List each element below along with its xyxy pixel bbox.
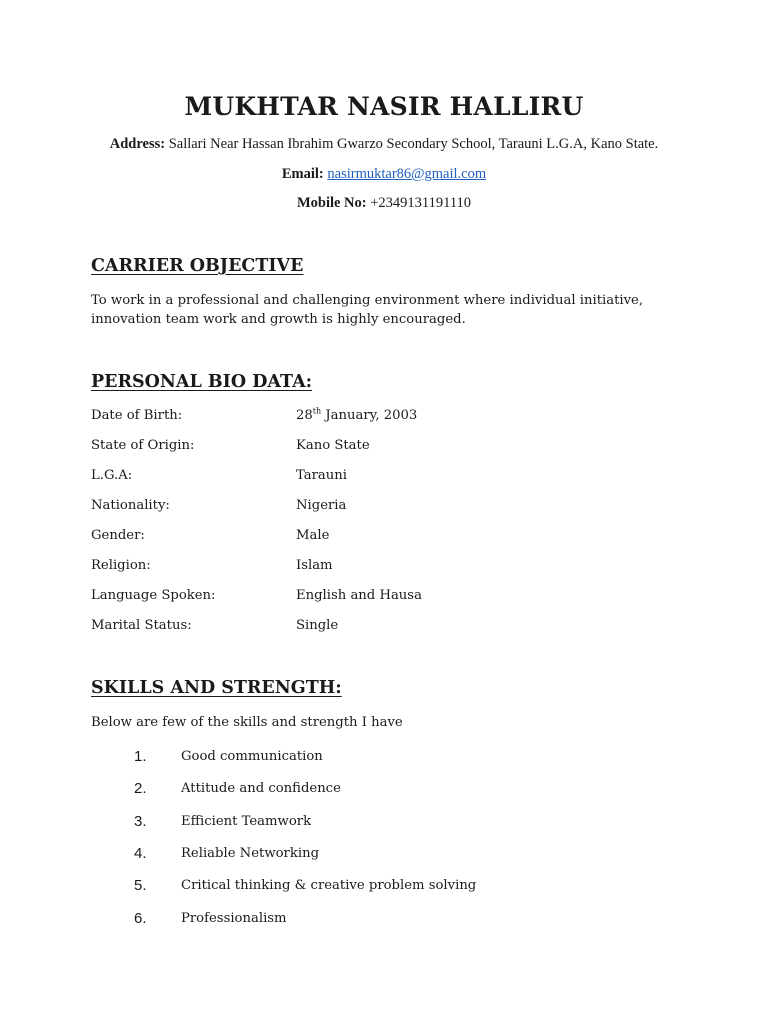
mobile-label: Mobile No: <box>296 195 367 211</box>
bio-label: Language Spoken: <box>91 588 216 603</box>
skill-number: 2. <box>134 780 147 797</box>
dob-rest: January, 2003 <box>321 408 418 423</box>
skill-item <box>134 814 634 834</box>
dob-day: 28 <box>296 408 313 423</box>
objective-text-line: To work in a professional and challenging environment where individual initiative, <box>91 293 644 308</box>
address-value: Sallari Near Hassan Ibrahim Gwarzo Secondary School, Tarauni L.G.A, Kano State. <box>168 136 659 152</box>
skill-text: Good communication <box>181 749 323 764</box>
bio-label: Nationality: <box>91 498 170 513</box>
skills-heading: SKILLS AND STRENGTH: <box>91 678 342 698</box>
mobile-value: +2349131191110 <box>370 195 472 211</box>
skill-text: Reliable Networking <box>181 846 320 861</box>
bio-value: Islam <box>296 558 333 573</box>
bio-label: State of Origin: <box>91 438 195 453</box>
bio-row <box>91 498 591 518</box>
dob-suffix: th <box>312 406 322 416</box>
candidate-name: MUKHTAR NASIR HALLIRU <box>184 92 584 121</box>
address-label: Address: <box>109 136 166 152</box>
bio-value <box>296 408 417 423</box>
bio-value: Tarauni <box>296 468 348 483</box>
skill-number: 5. <box>134 877 147 894</box>
bio-heading: PERSONAL BIO DATA: <box>91 372 313 392</box>
bio-row <box>91 438 591 458</box>
skill-text: Efficient Teamwork <box>181 814 312 829</box>
objective-heading: CARRIER OBJECTIVE <box>91 256 304 276</box>
email-label: Email: <box>281 166 324 182</box>
skill-item <box>134 749 634 769</box>
skills-intro: Below are few of the skills and strength I have <box>91 715 403 730</box>
bio-value: Single <box>296 618 339 633</box>
objective-text <box>91 291 651 329</box>
skill-item <box>134 911 634 931</box>
bio-label: Date of Birth: <box>91 408 183 423</box>
bio-row <box>91 588 591 608</box>
objective-text-line: innovation team work and growth is highly encouraged. <box>91 312 466 327</box>
bio-value: Male <box>296 528 330 543</box>
bio-label: Gender: <box>91 528 145 543</box>
bio-row <box>91 468 591 488</box>
skill-item <box>134 781 634 801</box>
bio-value: Kano State <box>296 438 370 453</box>
skill-number: 4. <box>134 845 147 862</box>
address-line <box>0 136 768 153</box>
skill-text: Critical thinking & creative problem solving <box>181 878 477 893</box>
bio-label: Marital Status: <box>91 618 192 633</box>
email-link[interactable]: nasirmuktar86@gmail.com <box>327 166 487 182</box>
skill-number: 3. <box>134 813 147 830</box>
bio-row <box>91 618 591 638</box>
skill-number: 1. <box>134 748 147 765</box>
bio-value: English and Hausa <box>296 588 422 603</box>
skill-number: 6. <box>134 910 147 927</box>
email-line <box>0 166 768 183</box>
bio-row-dob <box>91 408 591 428</box>
skill-item <box>134 878 634 898</box>
skill-item <box>134 846 634 866</box>
skill-text: Attitude and confidence <box>181 781 341 796</box>
bio-label: Religion: <box>91 558 151 573</box>
bio-label: L.G.A: <box>91 468 133 483</box>
bio-value: Nigeria <box>296 498 347 513</box>
mobile-line <box>0 195 768 212</box>
bio-row <box>91 528 591 548</box>
skill-text: Professionalism <box>181 911 287 926</box>
bio-row <box>91 558 591 578</box>
